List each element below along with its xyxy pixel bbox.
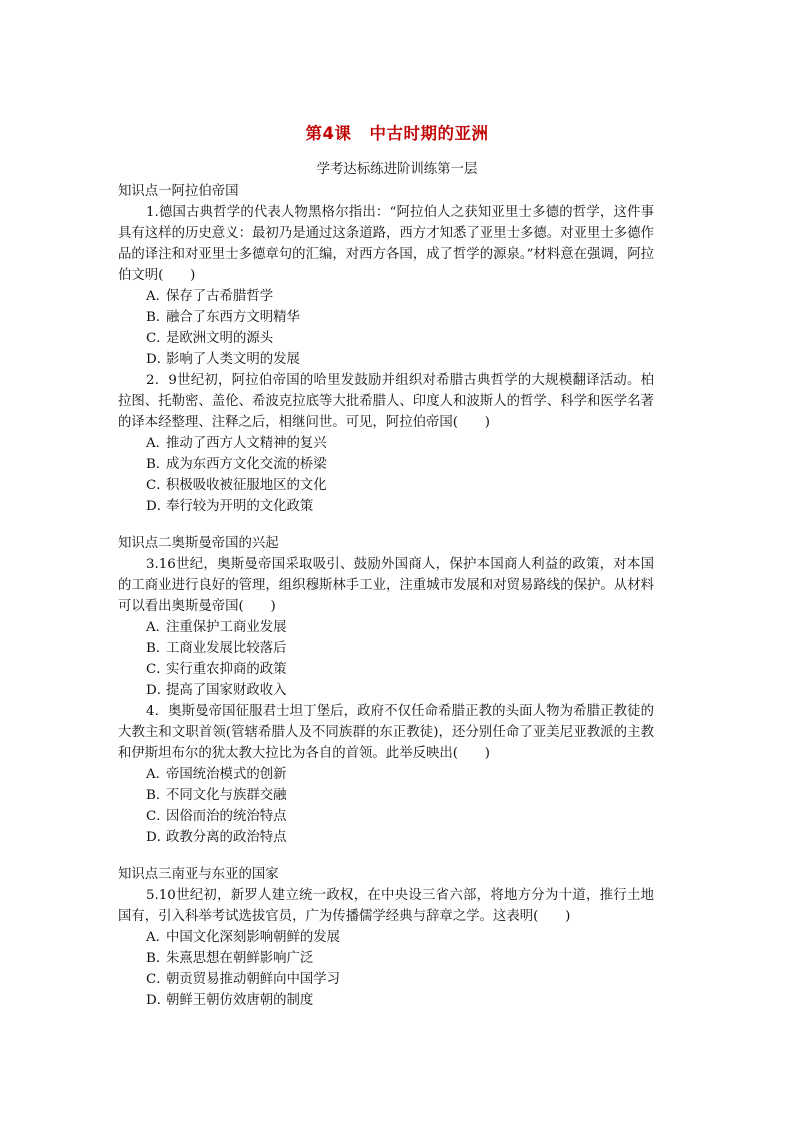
option-text: 成为东西方文化交流的桥梁 [166,457,327,472]
option-a[interactable] [118,927,654,948]
option-text: 不同文化与族群交融 [166,788,287,803]
option-text: 帝国统治模式的创新 [166,767,287,782]
option-b[interactable] [118,307,654,328]
option-letter: D． [146,683,171,698]
option-text: 保存了古希腊哲学 [166,289,274,304]
section-arab-empire [118,181,654,517]
option-letter: C． [146,662,170,677]
option-a[interactable] [118,433,654,454]
lesson-number: 第4课 [305,124,352,143]
option-text: 推动了西方人文精神的复兴 [166,436,327,451]
option-text: 中国文化深刻影响朝鲜的发展 [166,930,341,945]
option-letter: D． [146,352,171,367]
option-letter: A． [146,930,170,945]
option-b[interactable] [118,454,654,475]
option-b[interactable] [118,638,654,659]
option-a[interactable] [118,617,654,638]
question-3 [118,554,654,701]
question-5 [118,885,654,1011]
question-stem: 5.10世纪初，新罗人建立统一政权，在中央设三省六部，将地方分为十道，推行土地国有，引入科举考试选拔官员，广为传播儒学经典与辞章之学。这表明( ) [118,888,654,924]
option-text: 朝贡贸易推动朝鲜向中国学习 [166,972,341,987]
option-letter: B． [146,788,170,803]
option-c[interactable] [118,969,654,990]
option-c[interactable] [118,328,654,349]
option-text: 政教分离的政治特点 [166,830,287,845]
option-d[interactable] [118,680,654,701]
option-b[interactable] [118,948,654,969]
lesson-title: 中古时期的亚洲 [369,124,489,143]
option-letter: C． [146,809,170,824]
option-text: 实行重农抑商的政策 [166,662,287,677]
option-letter: B． [146,457,170,472]
page-subtitle: 学考达标练进阶训练第一层 [316,162,478,177]
option-letter: C． [146,331,170,346]
option-b[interactable] [118,785,654,806]
option-c[interactable] [118,806,654,827]
option-letter: D． [146,830,171,845]
option-text: 朱熹思想在朝鲜影响广泛 [166,951,314,966]
option-text: 因俗而治的统治特点 [166,809,287,824]
option-letter: D． [146,499,171,514]
option-d[interactable] [118,990,654,1011]
section-heading: 知识点二奥斯曼帝国的兴起 [118,536,279,551]
question-4 [118,701,654,848]
option-text: 注重保护工商业发展 [166,620,287,635]
question-stem: 3.16世纪，奥斯曼帝国采取吸引、鼓励外国商人，保护本国商人利益的政策，对本国的工商业进行良好的管理，组织穆斯林手工业，注重城市发展和对贸易路线的保护。从材料可以看出奥斯曼帝国( ) [118,557,654,614]
option-text: 积极吸收被征服地区的文化 [166,478,327,493]
option-c[interactable] [118,659,654,680]
option-letter: C． [146,972,170,987]
option-letter: D． [146,993,171,1008]
option-letter: A． [146,436,170,451]
option-letter: B． [146,310,170,325]
option-d[interactable] [118,827,654,848]
question-1 [118,202,654,370]
option-text: 工商业发展比较落后 [166,641,287,656]
option-text: 影响了人类文明的发展 [166,352,300,367]
option-text: 是欧洲文明的源头 [166,331,274,346]
question-stem: 4．奥斯曼帝国征服君士坦丁堡后，政府不仅任命希腊正教的头面人物为希腊正教徒的大教主和文职首领(管辖希腊人及不同族群的东正教徒)，还分别任命了亚美尼亚教派的主教和伊斯坦布尔的犹太教大拉比为各自的首领。此举反映出( ) [118,704,654,761]
option-letter: B． [146,951,170,966]
section-ottoman-empire [118,533,654,848]
section-heading: 知识点一阿拉伯帝国 [118,184,239,199]
option-text: 奉行较为开明的文化政策 [166,499,314,514]
section-south-east-asia [118,864,654,1011]
option-text: 融合了东西方文明精华 [166,310,300,325]
option-letter: C． [146,478,170,493]
section-heading: 知识点三南亚与东亚的国家 [118,867,279,882]
question-stem: 2．9世纪初，阿拉伯帝国的哈里发鼓励并组织对希腊古典哲学的大规模翻译活动。柏拉图、托勒密、盖伦、希波克拉底等大批希腊人、印度人和波斯人的哲学、科学和医学名著的译本经整理、注释之后，相继问世。可见，阿拉伯帝国( ) [118,373,654,430]
option-d[interactable] [118,496,654,517]
option-c[interactable] [118,475,654,496]
option-letter: B． [146,641,170,656]
option-a[interactable] [118,764,654,785]
option-letter: A． [146,620,170,635]
option-d[interactable] [118,349,654,370]
question-2 [118,370,654,517]
option-a[interactable] [118,286,654,307]
option-letter: A． [146,767,170,782]
option-text: 朝鲜王朝仿效唐朝的制度 [166,993,314,1008]
question-stem: 1.德国古典哲学的代表人物黑格尔指出：“阿拉伯人之获知亚里士多德的哲学，这件事具有这样的历史意义：最初乃是通过这条道路，西方才知悉了亚里士多德。对亚里士多德作品的译注和对亚里士多德章句的汇编，对西方各国，成了哲学的源泉。”材料意在强调，阿拉伯文明( ) [118,205,654,283]
page-title [0,120,794,144]
option-text: 提高了国家财政收入 [166,683,287,698]
option-letter: A． [146,289,170,304]
